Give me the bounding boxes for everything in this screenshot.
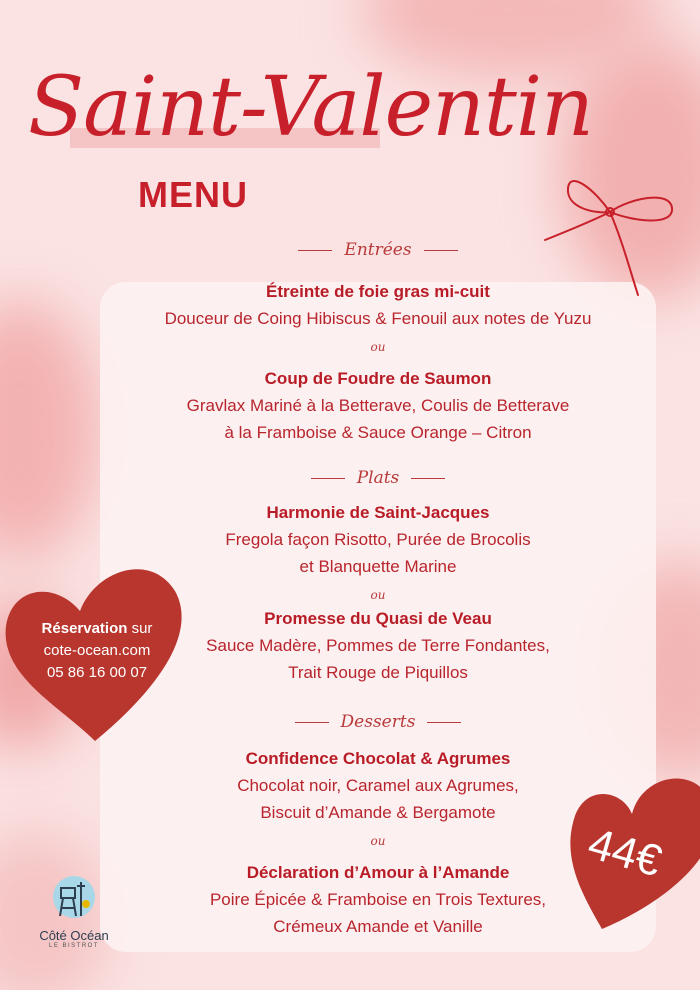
dish-description: Gravlax Mariné à la Betterave, Coulis de Betterave	[186, 396, 570, 415]
dish-title: Confidence Chocolat & Agrumes	[245, 749, 511, 768]
reservation-info	[22, 618, 172, 684]
dish-title: Étreinte de foie gras mi-cuit	[266, 282, 490, 301]
dish-description: Douceur de Coing Hibiscus & Fenouil aux notes de Yuzu	[164, 309, 592, 328]
dish-title: Déclaration d’Amour à l’Amande	[246, 863, 510, 882]
divider	[311, 478, 345, 479]
reservation-suffix: sur	[131, 620, 153, 637]
page-title: Saint-Valentin	[28, 60, 593, 155]
section-label: Entrées	[344, 240, 412, 260]
separator-ou: ou	[370, 834, 386, 848]
separator-ou: ou	[370, 340, 386, 354]
section-label: Plats	[356, 468, 400, 488]
menu-subtitle: MENU	[138, 174, 248, 215]
separator-ou: ou	[370, 588, 386, 602]
logo-tagline: LE BISTROT	[48, 943, 99, 949]
dish-description: Chocolat noir, Caramel aux Agrumes,	[237, 776, 519, 795]
dish-foie-gras	[100, 279, 656, 332]
section-heading-plats	[100, 466, 656, 490]
bg-blob	[0, 300, 100, 560]
section-label: Desserts	[340, 712, 416, 732]
reservation-phone[interactable]: 05 86 16 00 07	[46, 664, 148, 681]
divider	[298, 250, 332, 251]
dish-description: Poire Épicée & Framboise en Trois Textures,	[209, 890, 547, 909]
dish-description: Biscuit d’Amande & Bergamote	[260, 803, 496, 822]
dish-description: et Blanquette Marine	[299, 557, 457, 576]
dish-description: Trait Rouge de Piquillos	[288, 663, 468, 682]
logo	[34, 872, 114, 949]
dish-title: Coup de Foudre de Saumon	[264, 369, 492, 388]
dish-title: Promesse du Quasi de Veau	[264, 609, 492, 628]
divider	[411, 478, 445, 479]
divider	[427, 722, 461, 723]
dish-description: à la Framboise & Sauce Orange – Citron	[224, 423, 532, 442]
logo-name: Côté Océan	[39, 928, 109, 943]
dish-description: Crémeux Amande et Vanille	[273, 917, 483, 936]
dish-description: Fregola façon Risotto, Purée de Brocolis	[225, 530, 531, 549]
reservation-label: Réservation	[41, 620, 128, 637]
dish-saumon	[100, 366, 656, 446]
divider	[295, 722, 329, 723]
dish-title: Harmonie de Saint-Jacques	[266, 503, 490, 522]
menu-price: 44€	[582, 818, 667, 887]
reservation-website[interactable]: cote-ocean.com	[43, 642, 151, 659]
lifeguard-tower-logo-icon	[49, 872, 99, 922]
dish-description: Sauce Madère, Pommes de Terre Fondantes,	[206, 636, 550, 655]
section-heading-entrees	[100, 238, 656, 262]
divider	[424, 250, 458, 251]
